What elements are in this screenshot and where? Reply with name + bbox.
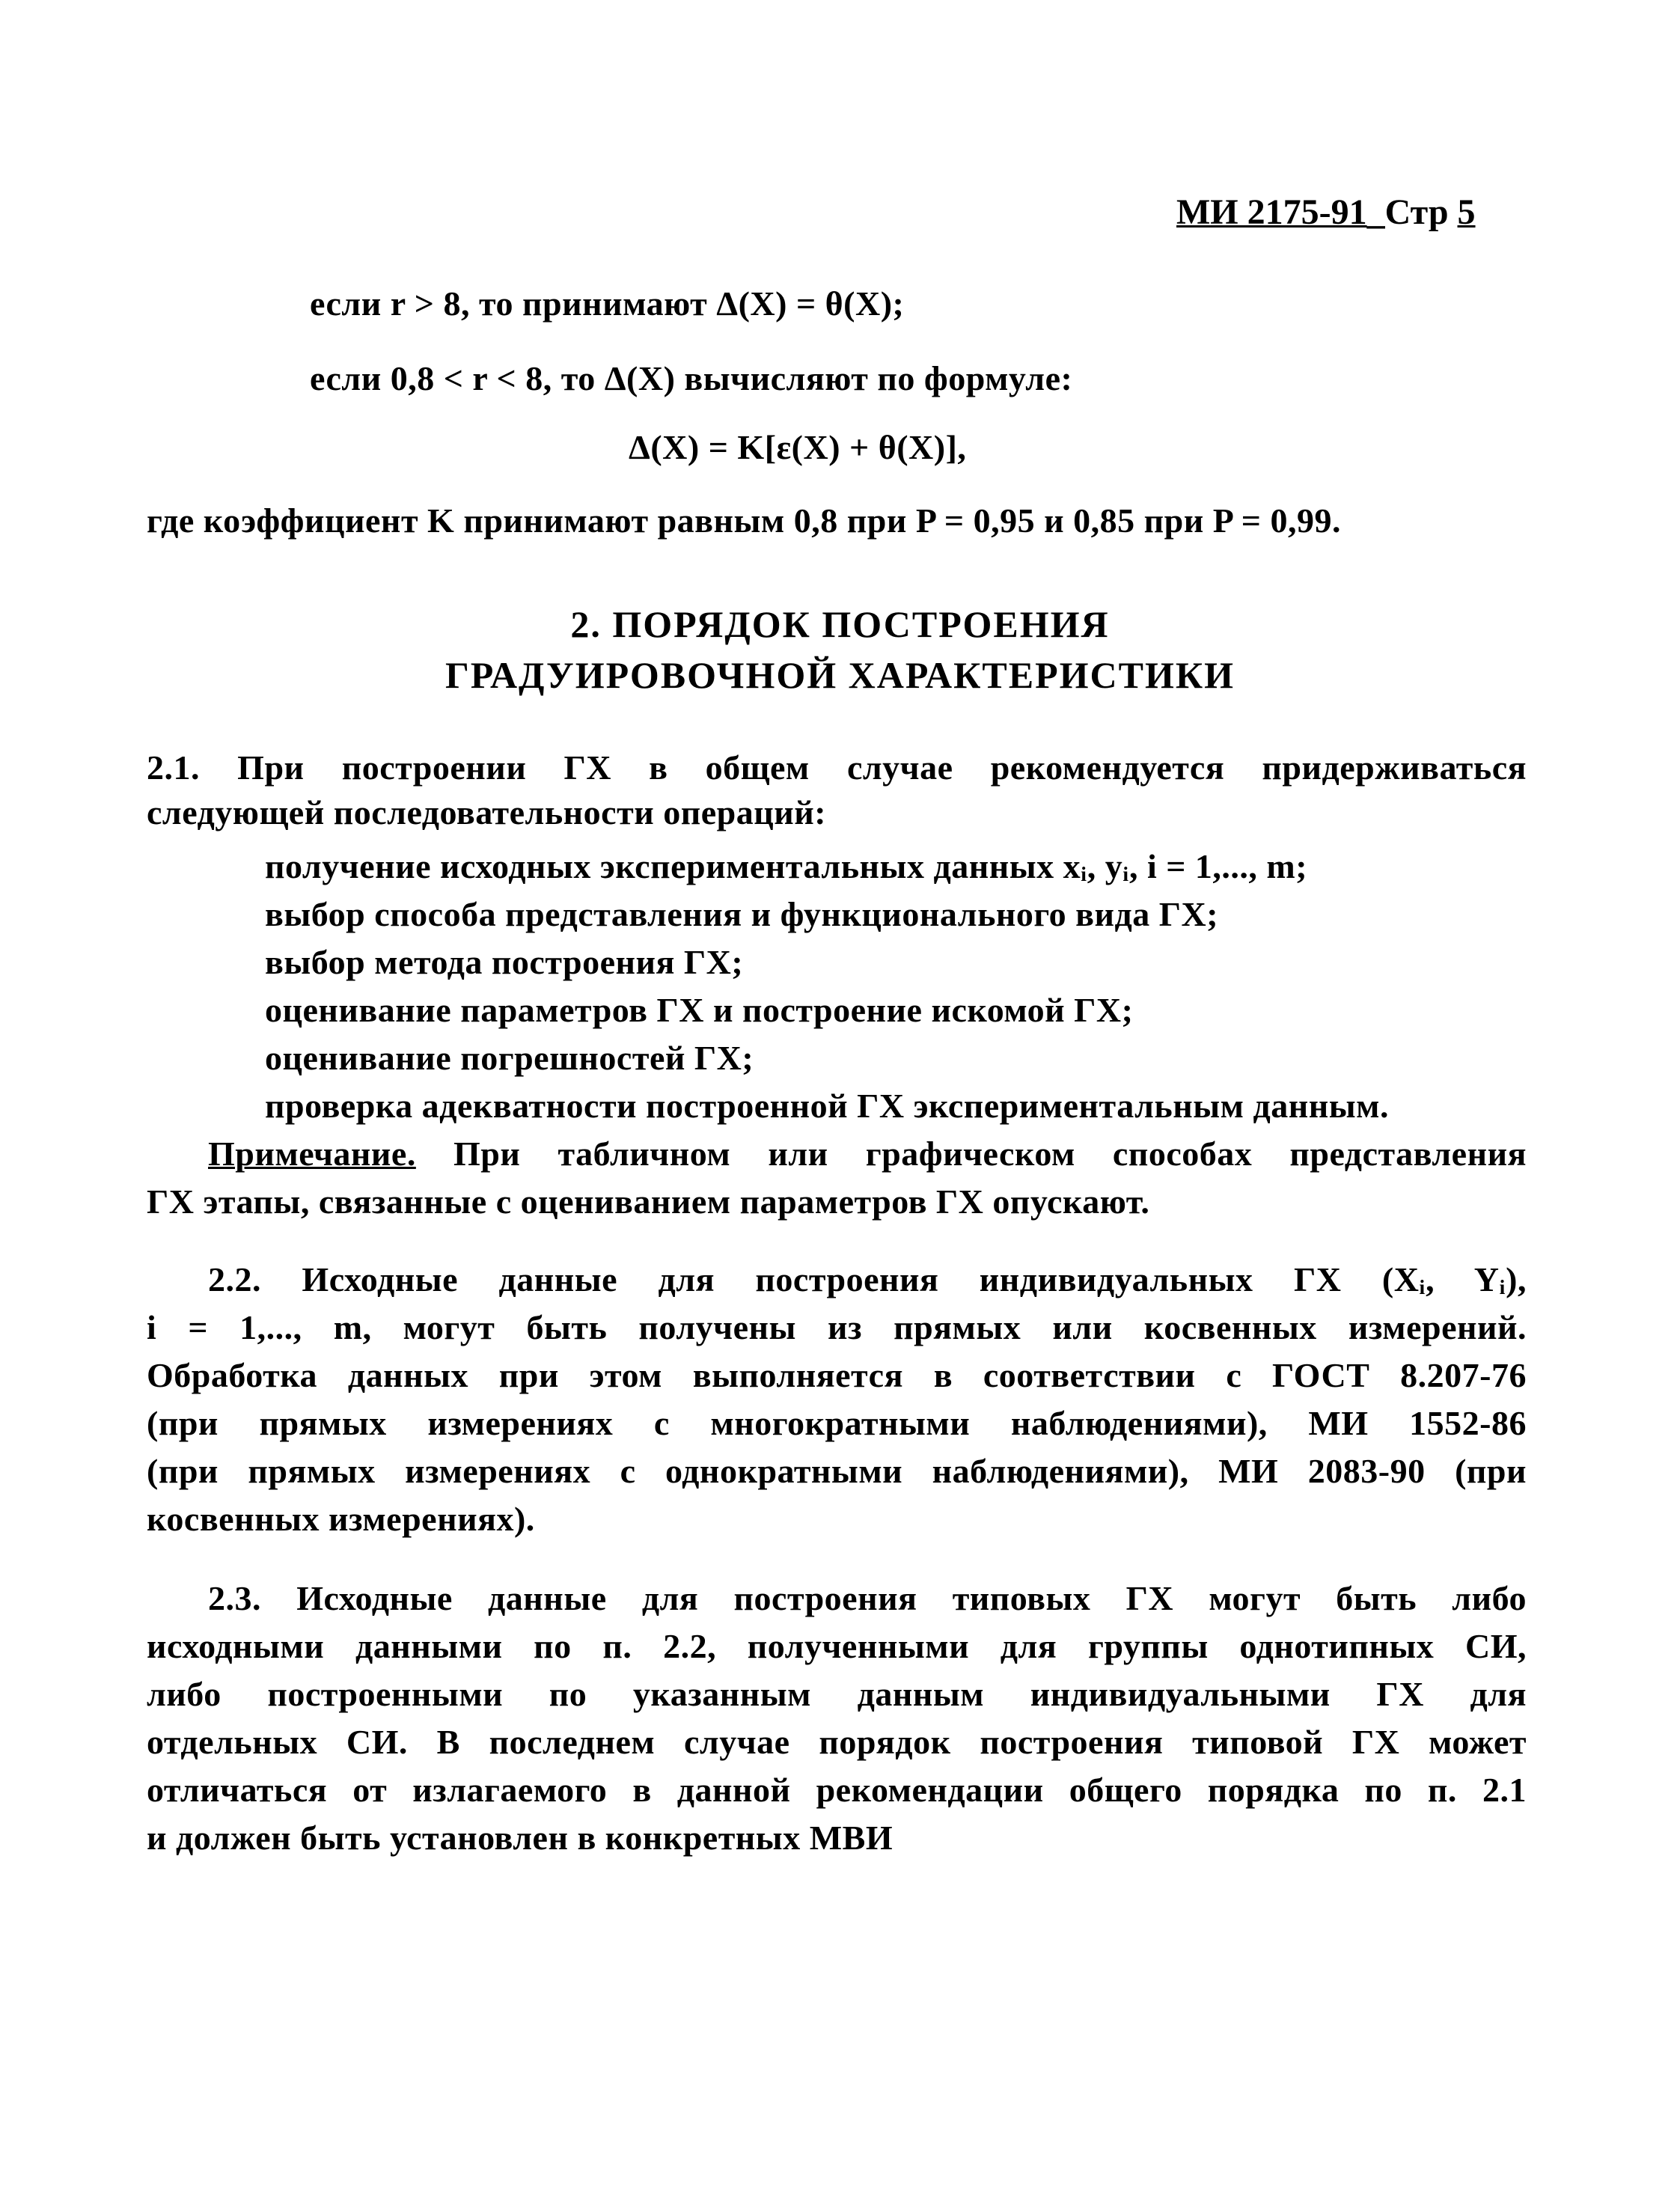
condition-line-2: если 0,8 < r < 8, то Δ(X) вычисляют по формуле: [310, 359, 1073, 397]
p21-line-2: следующей последовательности операций: [147, 793, 827, 831]
p22-line: (при прямых измерениях с однократными наблюдениями), МИ 2083-90 (при [147, 1452, 1527, 1490]
p22-line: i = 1,..., m, могут быть получены из прямых или косвенных измерений. [147, 1308, 1527, 1346]
note-line-1 [208, 1133, 1527, 1175]
list-item: выбор метода построения ГХ; [265, 943, 744, 981]
p23-line: либо построенными по указанным данным индивидуальными ГХ для [147, 1675, 1527, 1713]
condition-line-1: если r > 8, то принимают Δ(X) = θ(X); [310, 284, 905, 323]
p22-line: косвенных измерениях). [147, 1500, 535, 1538]
p21-line-1: 2.1. При построении ГХ в общем случае рекомендуется придерживаться [147, 748, 1527, 787]
note-text: При табличном или графическом способах представления [415, 1135, 1527, 1173]
note-line-2: ГХ этапы, связанные с оцениванием параметров ГХ опускают. [147, 1182, 1150, 1221]
list-item: оценивание погрешностей ГХ; [265, 1039, 754, 1077]
list-item: проверка адекватности построенной ГХ экспериментальным данным. [265, 1087, 1390, 1125]
list-item: оценивание параметров ГХ и построение искомой ГХ; [265, 991, 1134, 1029]
coefficient-line: где коэффициент K принимают равным 0,8 при P = 0,95 и 0,85 при P = 0,99. [147, 501, 1341, 540]
p23-line: отдельных СИ. В последнем случае порядок построения типовой ГХ может [147, 1723, 1527, 1761]
p22-line: 2.2. Исходные данные для построения индивидуальных ГХ (Xᵢ, Yᵢ), [208, 1260, 1527, 1298]
doc-code: МИ 2175-91 [1176, 192, 1367, 232]
p22-line: Обработка данных при этом выполняется в соответствии с ГОСТ 8.207-76 [147, 1356, 1527, 1394]
p23-line: и должен быть установлен в конкретных МВИ [147, 1819, 894, 1857]
formula: Δ(X) = K[ε(X) + θ(X)], [629, 428, 967, 466]
page-label: Стр [1384, 192, 1449, 232]
p23-line: исходными данными по п. 2.2, полученными для группы однотипных СИ, [147, 1627, 1527, 1665]
page-number: 5 [1457, 192, 1476, 232]
page-header [1176, 190, 1476, 235]
list-item: выбор способа представления и функционального вида ГХ; [265, 895, 1219, 933]
p23-line: отличаться от излагаемого в данной рекомендации общего порядка по п. 2.1 [147, 1771, 1527, 1809]
list-item: получение исходных экспериментальных данных xᵢ, yᵢ, i = 1,..., m; [265, 847, 1308, 885]
note-label: Примечание. [208, 1135, 416, 1173]
p23-line: 2.3. Исходные данные для построения типовых ГХ могут быть либо [208, 1579, 1527, 1617]
section-title-line-2: ГРАДУИРОВОЧНОЙ ХАРАКТЕРИСТИКИ [445, 654, 1235, 696]
header-separator: _ [1366, 192, 1385, 232]
p22-line: (при прямых измерениях с многократными наблюдениями), МИ 1552-86 [147, 1404, 1527, 1442]
section-title-line-1: 2. ПОРЯДОК ПОСТРОЕНИЯ [570, 603, 1110, 645]
